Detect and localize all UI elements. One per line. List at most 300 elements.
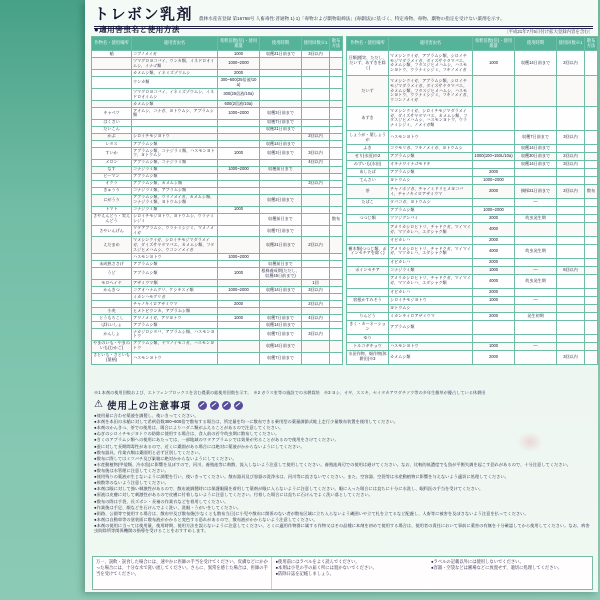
table-cell: 散布方法: [585, 37, 598, 51]
table-cell: [302, 206, 330, 213]
table-cell: 収穫14日前まで: [260, 322, 302, 329]
table-cell: 3回以内: [302, 286, 330, 293]
toxicity-class: 人畜毒性:普通物 1): [255, 16, 295, 21]
table-row: [92, 187, 343, 194]
table-cell: [260, 279, 302, 286]
table-cell: コナジラミ類: [389, 266, 473, 274]
list-item: ●飛散等のないよう注意してください。: [94, 480, 169, 486]
table-cell: [330, 119, 343, 126]
table-cell: アブラムシ類、ウリノメイガ、カメムシ類、コナジラミ類、ヨトウムシ類: [132, 194, 218, 206]
table-cell: [473, 106, 515, 131]
application-tables: [91, 36, 598, 365]
precautions-title: 使用上の注意事項: [106, 401, 191, 412]
table-cell: 300~600(25倍液/10a): [218, 77, 260, 89]
table-cell: 1000~2000: [218, 254, 260, 261]
table-cell: [218, 140, 260, 147]
table-cell: [330, 237, 343, 254]
table-cell: 600(2倍液/10a): [218, 101, 260, 108]
table-cell: 収穫3日前まで: [260, 147, 302, 159]
table-cell: マメシンクイガ、アブラムシ類、シロイチモジマダラメイガ、ダイズサヤタマバエ、カメムシ類、フタスジヒメハムシ、ハスモンヨトウ、ウラナミシジミ、フキノメイガ、ウコンノメイガ: [389, 76, 473, 106]
table-cell: [330, 140, 343, 147]
table-cell: 2回以内: [302, 237, 330, 254]
table-row: [92, 213, 343, 225]
table-cell: [347, 223, 389, 237]
table-row: [347, 334, 598, 342]
table-cell: [218, 340, 260, 352]
table-cell: 2000: [473, 288, 515, 296]
table-cell: 収穫14日前まで: [515, 161, 557, 169]
list-item: ●水産動植物(甲殻類、冷水魚)に影響を及ぼすので、河川、養殖池等に飛散、流入しないよう注意して使用してください。養殖池周辺での使用は避けてください。なお、比較的低濃度でも魚が平衡失調を起こす恐れがあるので、十分注意してください。: [94, 461, 571, 467]
table-cell: [302, 322, 330, 329]
table-cell: [557, 236, 585, 244]
table-cell: コナジラミ類: [132, 166, 218, 173]
glove-protection-pictogram-icon: [234, 401, 243, 410]
table-cell: 1000: [218, 51, 260, 58]
table-cell: 1000: [473, 51, 515, 76]
table-row: [92, 119, 343, 126]
table-row: [347, 288, 598, 296]
table-cell: [330, 300, 343, 307]
table-row: [92, 140, 343, 147]
table-cell: [302, 268, 330, 280]
table-row: [92, 126, 343, 133]
table-cell: 2回以内: [302, 300, 330, 307]
table-cell: 4000: [473, 223, 515, 237]
table-cell: カメムシ類、イネミズゾウムシ: [132, 70, 218, 77]
table-cell: 使用回数※1: [302, 37, 330, 51]
table-cell: アブラムシ類: [132, 268, 218, 280]
table-cell: えだまめ: [92, 237, 132, 254]
table-cell: 2000: [473, 236, 515, 244]
table-row: [92, 37, 343, 51]
table-cell: 収穫7日前まで: [260, 329, 302, 341]
table-cell: ナカジロシタバ、アブラムシ類、ハスモンヨトウ: [132, 329, 218, 341]
table-cell: —: [515, 296, 557, 304]
first-aid-box: [92, 556, 593, 590]
eye-protection-pictogram-icon: [222, 401, 231, 410]
table-cell: 収穫21日前まで: [260, 51, 302, 58]
table-cell: 2000: [473, 350, 515, 364]
label-sheet: [85, 0, 598, 592]
table-row: [347, 199, 598, 207]
table-cell: 収穫前日まで: [260, 166, 302, 173]
table-cell: 散布方法: [330, 37, 343, 51]
table-cell: カメムシ類: [132, 101, 218, 108]
table-cell: チャノホソガ、チャノミドリヒメヨコバイ、チャノキイロアザミウマ: [389, 185, 473, 199]
table-cell: [302, 166, 330, 173]
registration-number: 農林水産省登録 第16758号: [199, 16, 255, 21]
table-cell: ウンカ類: [132, 77, 218, 89]
table-cell: [557, 245, 585, 259]
table-cell: 1000: [473, 296, 515, 304]
table-cell: [260, 70, 302, 77]
table-cell: 樹木類(つつじ類、ポインセチアを除く): [347, 245, 389, 259]
list-item: ●本剤は眼に対して強い刺激性があるので、散布液調製時には保護眼鏡を着用して薬剤が眼に入らないように注意してください。眼に入った場合には直ちに十分に水洗し、眼科医の手当を受けてください。: [94, 486, 484, 492]
table-cell: [557, 258, 585, 266]
table-cell: アメリカシロヒトリ、チャドクガ、マイマイガ、マツカレハ、エダシャク類: [389, 274, 473, 288]
table-cell: [330, 108, 343, 120]
table-cell: ヨトウムシ: [389, 304, 473, 312]
table-cell: 2000: [218, 70, 260, 77]
table-cell: [515, 350, 557, 364]
table-cell: オクラ: [92, 180, 132, 187]
table-cell: アブラムシ類: [132, 261, 218, 268]
table-row: [347, 185, 598, 199]
table-cell: [218, 237, 260, 254]
list-item: ●使用量に合わせ薬液を調製し、使いきってください。: [94, 413, 199, 418]
table-cell: 収穫21日前まで: [260, 237, 302, 254]
table-cell: にがうり: [92, 194, 132, 206]
table-cell: 1000: [218, 206, 260, 213]
table-body-right: [347, 51, 598, 364]
table-cell: [260, 300, 302, 307]
table-cell: 収穫14日前まで: [515, 51, 557, 76]
table-cell: [585, 312, 598, 320]
table-cell: [473, 131, 515, 145]
table-cell: [585, 350, 598, 364]
table-cell: [330, 340, 343, 352]
list-item: ●ラベルの記載以外には使用しないでください。: [430, 559, 524, 564]
list-item: ●本剤は自動車等の塗装面に散布液がかかると変色する恐れがあるので、散布液がかからないよう注意してください。: [94, 516, 318, 522]
table-cell: 1000: [218, 147, 260, 159]
table-cell: [302, 70, 330, 77]
table-cell: [585, 153, 598, 161]
table-cell: ヨトウムシ: [389, 177, 473, 185]
table-cell: 幼虫発生期: [515, 215, 557, 223]
table-row: [347, 177, 598, 185]
storage-notes-list: [428, 557, 592, 589]
table-cell: [260, 133, 302, 140]
table-cell: 収穫21日前まで: [260, 126, 302, 133]
table-cell: [260, 180, 302, 187]
table-cell: アブラムシ類、ヤマノイモコガ、ハスモンヨトウ: [132, 340, 218, 352]
table-cell: 作物名・使用場所: [347, 37, 389, 51]
table-cell: [557, 215, 585, 223]
list-item: ●容器・空袋などは圃場などに放置せず、適切に処理してください。: [430, 564, 563, 570]
table-row: [92, 58, 343, 70]
table-cell: [585, 258, 598, 266]
table-cell: きゅうり: [92, 187, 132, 194]
table-cell: [585, 161, 598, 169]
table-cell: [557, 304, 585, 312]
table-cell: 適用害虫名: [132, 37, 218, 51]
table-cell: 収穫14日前まで: [260, 140, 302, 147]
table-cell: [302, 58, 330, 70]
table-cell: [302, 308, 330, 315]
table-row: [92, 51, 343, 58]
list-item: ●ねぎのシロイチモジヨトウの防除に使用する場合は、食入前の若令幼虫期に散布してください。: [94, 431, 280, 437]
table-cell: 茶: [347, 185, 389, 199]
precautions-list: [94, 413, 592, 535]
table-cell: 4000: [473, 274, 515, 288]
table-cell: 3回以内: [557, 350, 585, 364]
list-item: ●作業後は手足、顔などを石けんでよく洗い、洗眼・うがいをしてください。: [94, 504, 242, 510]
table-cell: [260, 293, 302, 300]
table-cell: [473, 161, 515, 169]
table-cell: [302, 101, 330, 108]
table-cell: [515, 236, 557, 244]
table-cell: [585, 215, 598, 223]
table-cell: [218, 308, 260, 315]
table-row: [347, 312, 598, 320]
table-cell: かんきつ: [92, 286, 132, 293]
table-cell: [585, 223, 598, 237]
table-cell: レタス: [92, 140, 132, 147]
table-cell: [557, 320, 585, 334]
table-cell: [330, 133, 343, 140]
table-cell: [92, 293, 132, 300]
table-header-left: [92, 37, 343, 51]
table-cell: 1000: [473, 266, 515, 274]
table-cell: ハスモンヨトウ: [389, 131, 473, 145]
table-cell: アメリカシロヒトリ、チャドクガ、マイマイガ、マツカレハ、エダシャク類: [389, 223, 473, 237]
table-cell: 3回以内: [302, 147, 330, 159]
table-cell: せり(水田)※2: [347, 153, 389, 161]
table-cell: [585, 131, 598, 145]
table-cell: [330, 194, 343, 206]
table-cell: [330, 166, 343, 173]
table-cell: アブラムシ類、コナジラミ類: [132, 159, 218, 166]
table-cell: 2000: [473, 185, 515, 199]
table-body-left: [92, 51, 343, 364]
table-cell: 収穫30日前まで: [515, 153, 557, 161]
table-cell: [347, 207, 389, 215]
table-cell: [218, 187, 260, 194]
table-cell: 1000~2000: [473, 207, 515, 215]
list-item: ●本剤の使用に当っては使用量、使用時期、使用方法を誤らないように注意してください。とくに適用作物群に属する作物又はその品種に本剤を初めて使用する場合は、使用者の責任において事前に薬害の有無を十分確認してから使用してください。なお、病害虫防除所等関係機関の指導を受けることをおすすめします。: [94, 522, 590, 534]
table-cell: 散布: [330, 213, 343, 225]
table-cell: 幼虫発生期: [515, 245, 557, 259]
table-row: [92, 315, 343, 322]
table-cell: [330, 206, 343, 213]
table-cell: [218, 173, 260, 180]
table-row: [92, 237, 343, 254]
no-fish-pictogram-icon: [198, 401, 207, 410]
application-table-left: [91, 36, 343, 365]
table-cell: 摘採21日前まで: [515, 185, 557, 199]
table-cell: 収穫前日まで: [260, 213, 302, 225]
table-row: [347, 106, 598, 131]
table-row: [92, 194, 343, 206]
table-cell: [347, 274, 389, 288]
table-cell: コナジラミ類: [132, 206, 218, 213]
table-cell: はくさい: [92, 119, 132, 126]
table-cell: [473, 145, 515, 153]
table-cell: [302, 140, 330, 147]
table-cell: [218, 352, 260, 364]
table-cell: [347, 236, 389, 244]
table-cell: [302, 213, 330, 225]
table-cell: [302, 77, 330, 89]
table-cell: [92, 300, 132, 307]
table-row: [347, 76, 598, 106]
table-row: [92, 89, 343, 101]
table-cell: オビカレハ: [389, 288, 473, 296]
table-cell: [260, 308, 302, 315]
table-cell: 1000: [473, 342, 515, 350]
table-row: [347, 207, 598, 215]
table-cell: 1000~2000: [218, 166, 260, 173]
list-item: ●使用前にはラベルをよく読んでください。: [275, 559, 360, 564]
table-cell: 1000~2000: [218, 108, 260, 120]
table-cell: コアオハナムグリ、ケシキスイ類: [132, 286, 218, 293]
table-cell: しょうが・葉しょうが: [347, 131, 389, 145]
table-row: [347, 350, 598, 364]
table-row: [92, 329, 343, 341]
table-cell: [330, 187, 343, 194]
list-item: ●本剤を本田の水稲に対して希釈倍数300~600倍で散布する場合は、所定量を均一に散布できる乗用型の薬量調節式畦上走行少量散布装置を使用してください。: [94, 419, 398, 425]
table-cell: [260, 89, 302, 101]
table-cell: [218, 194, 260, 206]
table-row: [347, 258, 598, 266]
table-cell: [302, 261, 330, 268]
table-row: [347, 223, 598, 237]
table-cell: [515, 177, 557, 185]
list-item: ●防除日誌を記帳しましょう。: [275, 570, 334, 576]
table-cell: —: [515, 266, 557, 274]
table-cell: コブノメイガ: [132, 51, 218, 58]
precautions-header: [94, 398, 243, 412]
table-cell: 収穫7日前まで: [260, 119, 302, 126]
table-cell: 2000: [473, 215, 515, 223]
table-row: [347, 145, 598, 153]
ink-smudge: [517, 432, 543, 452]
table-cell: トルコギキョウ: [347, 342, 389, 350]
table-cell: [330, 293, 343, 300]
table-cell: だいず: [347, 76, 389, 106]
table-row: [92, 206, 343, 213]
table-cell: さやいんげん: [92, 225, 132, 237]
table-cell: 1回: [302, 279, 330, 286]
table-cell: オキナワイナゴモドキ: [389, 161, 473, 169]
list-item: ●使用残りの薬液が生じないように調製を行い、使いきってください。散布器具及び容器の洗浄水は、河川等に流さないでください。また、空容器、空袋等は水産動植物に影響を与えないよう適切に処理してください。: [94, 474, 509, 480]
list-item: ●蚕に対して長期間毒性があるので、近くに桑園がある場合には絶対に薬液がかからないようにしてください。: [94, 443, 305, 449]
table-cell: 2回以内: [302, 133, 330, 140]
table-cell: [330, 268, 343, 280]
table-cell: アブラムシ類: [132, 322, 218, 329]
table-cell: ばれいしょ: [92, 322, 132, 329]
table-cell: [557, 145, 585, 153]
table-cell: [515, 207, 557, 215]
table-cell: アワノメイガ、アワヨトウ: [132, 315, 218, 322]
table-cell: 4000: [473, 245, 515, 259]
table-cell: 1000: [218, 268, 260, 280]
table-row: [92, 159, 343, 166]
table-cell: ハスモンヨトウ: [132, 352, 218, 364]
table-cell: 幼虫発生期: [515, 274, 557, 288]
table-cell: [585, 236, 598, 244]
table-cell: [557, 106, 585, 131]
table-cell: 収穫7日前まで: [260, 315, 302, 322]
table-cell: 収穫14日前まで: [260, 340, 302, 352]
table-cell: 使用回数※1: [557, 37, 585, 51]
table-cell: 4回以内: [302, 159, 330, 166]
table-cell: [92, 89, 132, 101]
table-row: [92, 268, 343, 280]
table-cell: [585, 145, 598, 153]
table-row: [347, 296, 598, 304]
table-cell: 使用時期: [260, 37, 302, 51]
table-cell: 4回以内: [302, 315, 330, 322]
table-cell: シロイチモジヨトウ、ヨトウムシ、ウラナミシジミ: [132, 213, 218, 225]
table-cell: 2000: [218, 300, 260, 307]
table-cell: あしたば: [347, 169, 389, 177]
table-row: [92, 322, 343, 329]
table-cell: [585, 76, 598, 106]
table-row: [347, 131, 598, 145]
table-cell: 収穫14日前まで: [260, 286, 302, 293]
table-cell: 2回以内: [557, 185, 585, 199]
table-cell: [218, 279, 260, 286]
table-row: [347, 266, 598, 274]
table-cell: ポインセチア: [347, 266, 389, 274]
list-item: ●原液は皮膚に対して刺激性があるので皮膚に付着しないように注意してください。付着した場合には直ちに石けんでよく洗い落としてください。: [94, 492, 373, 498]
table-cell: [330, 261, 343, 268]
table-cell: [302, 340, 330, 352]
table-cell: アブラムシ類、カメムシ類: [132, 180, 218, 187]
table-row: [92, 173, 343, 180]
table-cell: [347, 258, 389, 266]
table-cell: [260, 173, 302, 180]
table-cell: [473, 334, 515, 342]
table-row: [92, 340, 343, 352]
table-cell: アオムシ、コナガ、ヨトウムシ、アブラムシ類: [132, 108, 218, 120]
table-cell: [330, 147, 343, 159]
table-cell: [557, 312, 585, 320]
table-row: [347, 236, 598, 244]
table-cell: [585, 334, 598, 342]
table-cell: 収穫3日前まで: [260, 108, 302, 120]
table-cell: [347, 288, 389, 296]
table-cell: ツマグロヨコバイ、ウンカ類、イネドロオイムシ、イナゴ類: [132, 58, 218, 70]
table-cell: さといも・さといも(葉柄): [93, 352, 130, 363]
warning-triangle-icon: ⚠: [94, 399, 103, 410]
table-cell: マメシンクイガ、アブラムシ類、シロイチモジマダラメイガ、ダイズサヤタマバエ、カメムシ類、フタスジヒメハムシ、ハスモンヨトウ、ウラナミシジミ、フキノメイガ: [389, 51, 473, 76]
table-cell: [330, 329, 343, 341]
table-cell: [330, 286, 343, 293]
table-cell: とうもろこし: [92, 315, 132, 322]
table-cell: [302, 89, 330, 101]
table-row: [92, 261, 343, 268]
table-cell: かんしょ: [92, 329, 132, 341]
table-cell: [330, 89, 343, 101]
table-cell: [92, 101, 132, 108]
table-cell: [260, 254, 302, 261]
table-cell: [218, 225, 260, 237]
table-cell: チャノキイロアザミウマ: [132, 300, 218, 307]
table-cell: 1000~2000: [218, 58, 260, 70]
table-cell: アブラムシ類: [389, 207, 473, 215]
table-cell: [585, 199, 598, 207]
table-cell: 散布: [585, 185, 598, 199]
table-cell: [218, 133, 260, 140]
table-cell: [515, 223, 557, 237]
table-cell: マメシンクイガ、シロイチモジマダラメイガ、ダイズサヤタマバエ、カメムシ類、フタスジヒメハムシ、ウコンノメイガ: [132, 237, 218, 254]
table-row: [92, 293, 343, 300]
table-cell: ツマグロヨコバイ、イネミズゾウムシ、イネドロオイムシ: [132, 89, 218, 101]
table-cell: 2回以内: [557, 51, 585, 76]
table-cell: [330, 173, 343, 180]
table-cell: 1000~2000: [473, 177, 515, 185]
table-row: [92, 254, 343, 261]
table-cell: [330, 308, 343, 315]
table-cell: [515, 169, 557, 177]
table-cell: [302, 352, 330, 364]
table-row: [347, 342, 598, 350]
table-cell: [515, 76, 557, 106]
table-cell: [515, 288, 557, 296]
table-cell: [218, 180, 260, 187]
